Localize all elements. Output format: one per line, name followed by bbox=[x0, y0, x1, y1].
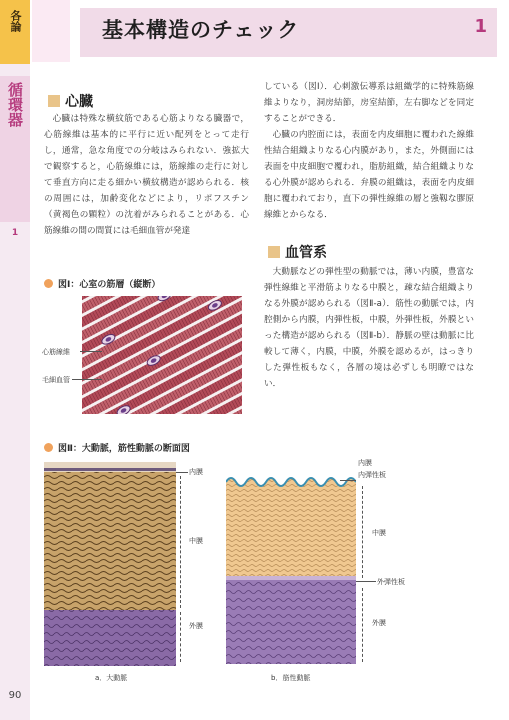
figure2b-muscular-artery-illustration bbox=[226, 468, 356, 664]
fig2b-label-media: 中膜 bbox=[372, 529, 386, 537]
fig2a-adventitia-bracket bbox=[178, 612, 181, 662]
header-number: 1 bbox=[474, 16, 487, 37]
figure1-cardiac-muscle-illustration bbox=[82, 296, 242, 414]
fig2a-label-intima: 内膜 bbox=[189, 468, 203, 476]
section-heart-text: 心臓は特殊な横紋筋である心筋よりなる臓器で，心筋線維は基本的に平行に近い配列をとって走行し，通常，急な角度での分岐はみられない．強拡大で観察すると，心筋線維には，筋線維の走行に対して垂直方向に走る細かい横紋構造が認められる．核の周囲には，加齢変化などにより，リポフスチン（黄褐色の顆粒）の沈着がみられることがある．心筋線維の間の間質には毛細血管が発達 bbox=[44, 114, 249, 236]
fig2b-label-internal-elastic: 内弾性板 bbox=[358, 471, 386, 479]
section-vessel-title: 血管系 bbox=[285, 245, 327, 261]
section-tab-label: 各論 bbox=[9, 10, 22, 32]
fig2a-label-adventitia: 外膜 bbox=[189, 622, 203, 630]
section-vessel-paragraph bbox=[264, 264, 474, 392]
chapter-tab bbox=[0, 76, 30, 222]
chapter-tab-label: 循環器 bbox=[6, 82, 24, 127]
page-title: 基本構造のチェック bbox=[102, 18, 300, 42]
header-left-block bbox=[32, 0, 70, 62]
figure2-caption-text: 図Ⅱ：大動脈，筋性動脈の断面図 bbox=[58, 444, 190, 454]
page-header bbox=[32, 0, 509, 62]
fig2a-label-media: 中膜 bbox=[189, 537, 203, 545]
heading-square-icon bbox=[48, 95, 60, 107]
right-column-text bbox=[264, 79, 474, 223]
sidebar bbox=[0, 0, 30, 720]
figure2-caption bbox=[44, 441, 190, 454]
figure2a-aorta-illustration bbox=[44, 462, 176, 666]
figure1-label-fiber: 心筋線維 bbox=[42, 348, 70, 356]
page-number: 90 bbox=[8, 690, 22, 701]
fig2a-sublabel: a．大動脈 bbox=[95, 674, 128, 682]
fig2b-label-external-elastic: 外弾性板 bbox=[377, 578, 405, 586]
right-paragraph-1: している（図Ⅰ）．心刺激伝導系は組織学的に特殊筋線維よりなり，洞房結節，房室結節，左右脚などを同定することができる． bbox=[264, 82, 474, 124]
heading-square-icon bbox=[268, 246, 280, 258]
fig2a-intima-line bbox=[176, 472, 188, 473]
figure1-caption bbox=[44, 277, 160, 290]
section-heart-paragraph bbox=[44, 111, 249, 239]
fig2b-internal-elastic-line bbox=[340, 480, 356, 481]
figure1-caption-text: 図Ⅰ：心室の筋層（縦断） bbox=[58, 280, 161, 290]
figure1-label-capillary: 毛細血管 bbox=[42, 376, 70, 384]
right-paragraph-2: 心臓の内腔面には，表面を内皮細胞に覆われた線維性結合組織よりなる心内膜があり，また，外側面には表面を中皮細胞で覆われ，脂肪組織，結合組織よりなる心外膜が認められる．弁膜の組織は，表面を内皮細胞に覆われており，直下の弾性線維の層と強靱な膠原線維とからなる． bbox=[264, 130, 474, 220]
section-tab bbox=[0, 0, 30, 64]
section-vessel-heading bbox=[268, 242, 327, 262]
fig2b-label-intima: 内膜 bbox=[358, 459, 372, 467]
chapter-number: 1 bbox=[11, 228, 19, 238]
fig2b-media-bracket bbox=[360, 486, 363, 578]
section-vessel-text: 大動脈などの弾性型の動脈では，薄い内膜，豊富な弾性線維と平滑筋よりなる中膜と，疎な結合組織よりなる外膜が認められる（図Ⅱ-a）．筋性の動脈では，内腔側から内膜，内弾性板，中膜，外弾性板，外膜といった構造が認められる（図Ⅱ-b）．静脈の壁は動脈に比較して薄く，内膜，中膜，外膜を認めるが，はっきりした弾性板もなく，各層の境は必ずしも明瞭ではない． bbox=[264, 267, 474, 389]
figure1-label-capillary-line bbox=[72, 379, 102, 380]
section-heart-title: 心臓 bbox=[65, 94, 93, 110]
figure1-label-fiber-line bbox=[80, 351, 102, 352]
fig2b-label-adventitia: 外膜 bbox=[372, 619, 386, 627]
fig2b-sublabel: b．筋性動脈 bbox=[271, 674, 311, 682]
fig2b-external-elastic-line bbox=[356, 581, 376, 582]
section-heart-heading bbox=[48, 91, 93, 111]
caption-bullet-icon bbox=[44, 279, 53, 288]
fig2a-media-bracket bbox=[178, 476, 181, 608]
fig2b-adventitia-bracket bbox=[360, 588, 363, 662]
header-bar bbox=[80, 8, 497, 57]
caption-bullet-icon bbox=[44, 443, 53, 452]
